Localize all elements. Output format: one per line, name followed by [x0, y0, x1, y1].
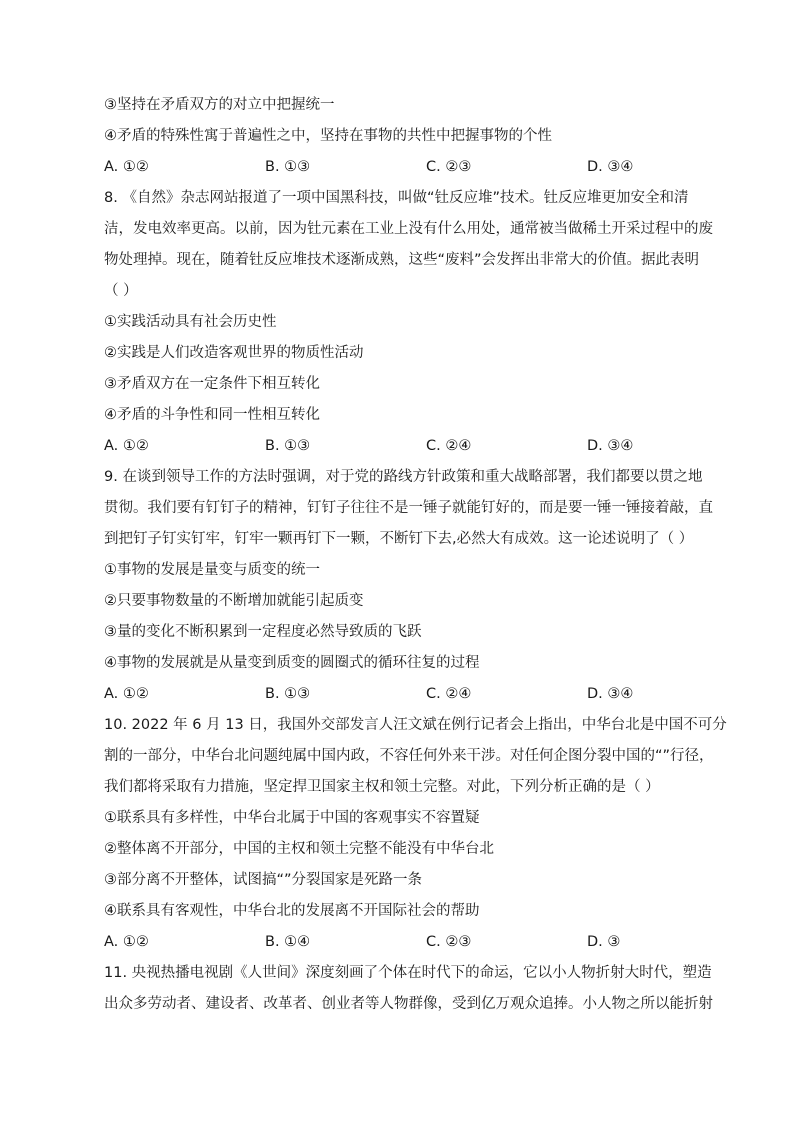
q10-statement-3: ③部分离不开整体，试图搞“”分裂国家是死路一条 [104, 872, 423, 888]
q8-answer-blank: （ ） [104, 283, 138, 299]
q7-option-b[interactable]: B. ①③ [265, 159, 311, 175]
q7-option-a[interactable]: A. ①② [104, 159, 149, 175]
q8-option-d[interactable]: D. ③④ [587, 438, 634, 454]
q8-statement-1: ①实践活动具有社会历史性 [104, 314, 277, 330]
q8-stem-line: 物处理掉。现在，随着钍反应堆技术逐渐成熟，这些“废料”会发挥出非常大的价值。据此表明 [104, 252, 700, 268]
q9-statement-3: ③量的变化不断积累到一定程度必然导致质的飞跃 [104, 624, 422, 640]
q8-stem-line: 洁，发电效率更高。以前，因为钍元素在工业上没有什么用处，通常被当做稀土开采过程中的废 [104, 221, 713, 237]
q10-option-d[interactable]: D. ③ [587, 934, 621, 950]
q10-statement-4: ④联系具有客观性，中华台北的发展离不开国际社会的帮助 [104, 903, 480, 919]
q9-statement-1: ①事物的发展是量变与质变的统一 [104, 562, 320, 578]
q8-stem [104, 183, 713, 307]
q9-statement-2: ②只要事物数量的不断增加就能引起质变 [104, 593, 364, 609]
q9-options [104, 679, 690, 710]
q8-option-a[interactable]: A. ①② [104, 438, 149, 454]
q8-option-c[interactable]: C. ②④ [426, 438, 472, 454]
q10-statement-1: ①联系具有多样性，中华台北属于中国的客观事实不容置疑 [104, 810, 480, 826]
q10-stem [104, 710, 727, 803]
q11-stem [104, 958, 713, 1020]
q9-option-d[interactable]: D. ③④ [587, 686, 634, 702]
q10-option-c[interactable]: C. ②③ [426, 934, 472, 950]
q8-stem-line: 8. 《自然》杂志网站报道了一项中国黑科技，叫做“钍反应堆”技术。钍反应堆更加安全和清 [104, 190, 689, 206]
q10-stem-line: 10. 2022 年 6 月 13 日，我国外交部发言人汪文斌在例行记者会上指出，中华台北是中国不可分 [104, 717, 727, 733]
q9-option-a[interactable]: A. ①② [104, 686, 149, 702]
q9-option-b[interactable]: B. ①③ [265, 686, 311, 702]
q9-statement-4: ④事物的发展就是从量变到质变的圆圈式的循环往复的过程 [104, 655, 480, 671]
q10-stem-line: 我们都将采取有力措施，坚定捍卫国家主权和领土完整。对此，下列分析正确的是（ ） [104, 779, 660, 795]
q7-statement-4: ④矛盾的特殊性寓于普遍性之中，坚持在事物的共性中把握事物的个性 [104, 128, 552, 144]
q10-option-b[interactable]: B. ①④ [265, 934, 311, 950]
q8-statement-3: ③矛盾双方在一定条件下相互转化 [104, 376, 320, 392]
q10-options [104, 927, 690, 958]
q11-stem-line: 11. 央视热播电视剧《人世间》深度刻画了个体在时代下的命运，它以小人物折射大时代，塑造 [104, 965, 712, 981]
q8-statement-2: ②实践是人们改造客观世界的物质性活动 [104, 345, 364, 361]
q8-options [104, 431, 690, 462]
q7-option-c[interactable]: C. ②③ [426, 159, 472, 175]
q7-options [104, 152, 690, 183]
q9-option-c[interactable]: C. ②④ [426, 686, 472, 702]
q7-option-d[interactable]: D. ③④ [587, 159, 634, 175]
q7-statement-3: ③坚持在矛盾双方的对立中把握统一 [104, 97, 335, 113]
q8-option-b[interactable]: B. ①③ [265, 438, 311, 454]
q9-stem-line: 贯彻。我们要有钉钉子的精神，钉钉子往往不是一锤子就能钉好的，而是要一锤一锤接着敲，直 [104, 500, 713, 516]
q10-option-a[interactable]: A. ①② [104, 934, 149, 950]
q8-statement-4: ④矛盾的斗争性和同一性相互转化 [104, 407, 320, 423]
q10-statement-2: ②整体离不开部分，中国的主权和领土完整不能没有中华台北 [104, 841, 494, 857]
q10-stem-line: 割的一部分，中华台北问题纯属中国内政，不容任何外来干涉。对任何企图分裂中国的“”行径， [104, 748, 714, 764]
q9-stem-line: 到把钉子钉实钉牢，钉牢一颗再钉下一颗，不断钉下去,必然大有成效。这一论述说明了（ ） [104, 531, 694, 547]
q11-stem-line: 出众多劳动者、建设者、改革者、创业者等人物群像，受到亿万观众追捧。小人物之所以能折射 [104, 996, 713, 1012]
q9-stem-line: 9. 在谈到领导工作的方法时强调，对于党的路线方针政策和重大战略部署，我们都要以贯之地 [104, 469, 703, 485]
q9-stem [104, 462, 713, 555]
